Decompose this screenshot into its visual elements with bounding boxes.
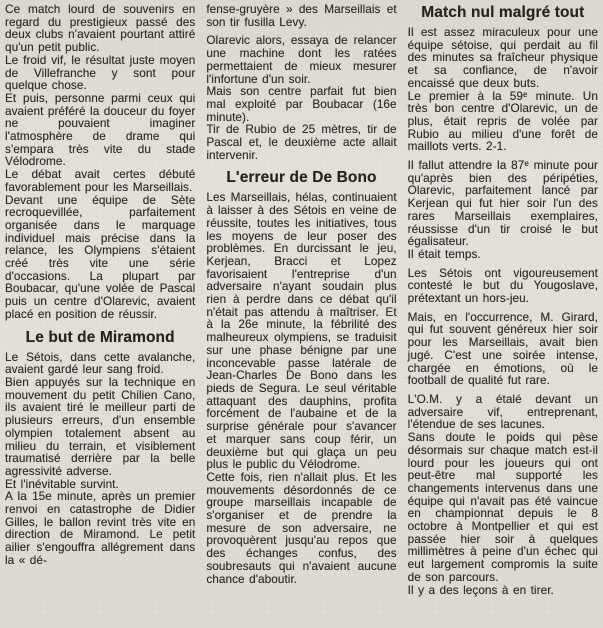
article-paragraph: Bien appuyés sur la technique en mouvement du petit Chilien Cano, ils avaient tiré le meilleur parti de plusieurs erreurs, d'un ensemble olympien totalement absent au milieu du terrain, et visiblement traumatisé derrière par la belle agressivité adverse. — [5, 374, 196, 478]
article-paragraph: Le Sétois, dans cette avalanche, avaient gardé leur sang froid. — [5, 349, 196, 377]
article-paragraph: Olarevic alors, essaya de relancer une machine dont les ratées permettaient de mieux mesurer l'infortune d'un soir. — [206, 33, 397, 86]
article-paragraph: Et l'inévitable survint. — [5, 476, 119, 491]
section-heading: Match nul malgré tout — [421, 4, 585, 21]
article-paragraph: Et puis, personne parmi ceux qui avaient préféré la douceur du foyer ne pouvaient imaginer l'atmosphère de drame qui s'empara très vite du stade Vélodrome. — [5, 90, 196, 169]
article-paragraph: Le froid vif, le résultat juste moyen de Villefranche y sont pour quelque chose. — [5, 52, 196, 93]
article-paragraph: Sans doute le poids qui pèse désormais sur chaque match est-il lourd pour les joueurs qui ont peut-être mal supporté les changements intervenus dans une équipe qui n'avait pas été vaincue en championnat depuis le 8 octobre à Montpellier et qui est passée hier soir à quelques millimètres à peine d'un échec qui eut largement compromis la suite de son parcours. — [407, 430, 598, 584]
article-paragraph: Ce match lourd de souvenirs en regard du prestigieux passé des deux clubs n'avaient pourtant attiré qu'un petit public. — [5, 2, 196, 55]
article-column-3 — [408, 3, 598, 596]
article-column-1 — [5, 3, 195, 596]
article-column-2 — [206, 3, 396, 596]
section-heading: Le but de Miramond — [25, 328, 175, 346]
article-paragraph: fense-gruyère » des Marseillais et son tir fusilla Levy. — [206, 2, 397, 29]
article-paragraph: L'O.M. y a étalé devant un adversaire vif, entreprenant, l'étendue de ses lacunes. — [407, 391, 598, 432]
article-paragraph: Le premier à la 59ᵉ minute. Un très bon centre d'Olarevic, un de plus, était repris de volée par Rubio au milieu d'une forêt de maillots verts. 2-1. — [407, 88, 598, 154]
article-paragraph: Il fallut attendre la 87ᵉ minute pour qu'après bien des péripéties, Olarevic, parfaitement lancé par Kerjean qui fut hier soir l'un des rares Marseillais exemplaires, réussisse d'un tir croisé le but égalisateur. — [407, 158, 598, 249]
article-paragraph: Le débat avait certes débuté favorablement pour les Marseillais. — [5, 167, 196, 194]
article-paragraph: Cette fois, rien n'allait plus. Et les mouvements désordonnés de ce groupe marseillais incapable de s'organiser et de prendre la mesure de son adversaire, ne provoquèrent jusqu'au repos que des échanges confus, des soubresauts qui n'avaient aucune chance d'aboutir. — [206, 469, 397, 586]
article-paragraph: Tir de Rubio de 25 mètres, tir de Pascal et, le deuxième acte allait intervenir. — [206, 122, 397, 162]
article-paragraph: Il était temps. — [407, 246, 481, 261]
article-columns — [5, 3, 598, 596]
article-paragraph: A la 15e minute, après un premier renvoi en catastrophe de Didier Gilles, le ballon revint très vite en direction de Miramond. Le petit ailier s'engouffra allégrement dans la « dé- — [5, 489, 196, 567]
article-paragraph: Mais son centre parfait fut bien mal exploité par Boubacar (16e minute). — [206, 84, 397, 124]
article-paragraph: Devant une équipe de Sète recroquevillée, parfaitement organisée dans le marquage individuel mais précise dans la relance, les Olympiens s'étaient créé très vite une série d'occasions. La plupart par Boubacar, qu'une volée de Pascal puis un centre d'Olarevic, avaient placé en position de réussir. — [5, 192, 196, 321]
article-paragraph: Il y a des leçons à en tirer. — [407, 582, 554, 597]
article-paragraph: Les Sétois ont vigoureusement contesté le but du Yougoslave, prétextant un hors-jeu. — [407, 265, 598, 306]
article-paragraph: Les Marseillais, hélas, continuaient à laisser à des Sétois en veine de réussite, toutes les initiatives, tous les moyens de leur poser des problèmes. En durcissant le jeu, Kerjean, Bracci et Lopez favorisaient l'entreprise d'un adversaire n'ayant soudain plus rien à perdre dans ce débat qu'il n'était pas attendu à maîtriser. Et à la 26e minute, la fébrilité des malheureux olympiens, se traduisit sur une phase bénigne par une inconcevable passe latérale de Jean-Charles De Bono dans les pieds de Segura. Le seul véritable attaquant des dauphins, profita forcément de l'aubaine et de la surprise générale pour s'avancer et marquer sans coup férir, un deuxième but qui glaça un peu plus le public du Vélodrome. — [206, 190, 397, 472]
section-heading: L'erreur de De Bono — [226, 169, 377, 187]
article-paragraph: Mais, en l'occurrence, M. Girard, qui fut souvent généreux hier soir pour les Marseillais, avait bien jugé. C'est une soirée intense, chargée en émotions, où le football de qualité fut rare. — [407, 309, 598, 388]
article-paragraph: Il est assez miraculeux pour une équipe sétoise, qui perdait au fil des minutes sa fraîcheur physique et sa confiance, de n'avoir encaissé que deux buts. — [407, 25, 598, 90]
